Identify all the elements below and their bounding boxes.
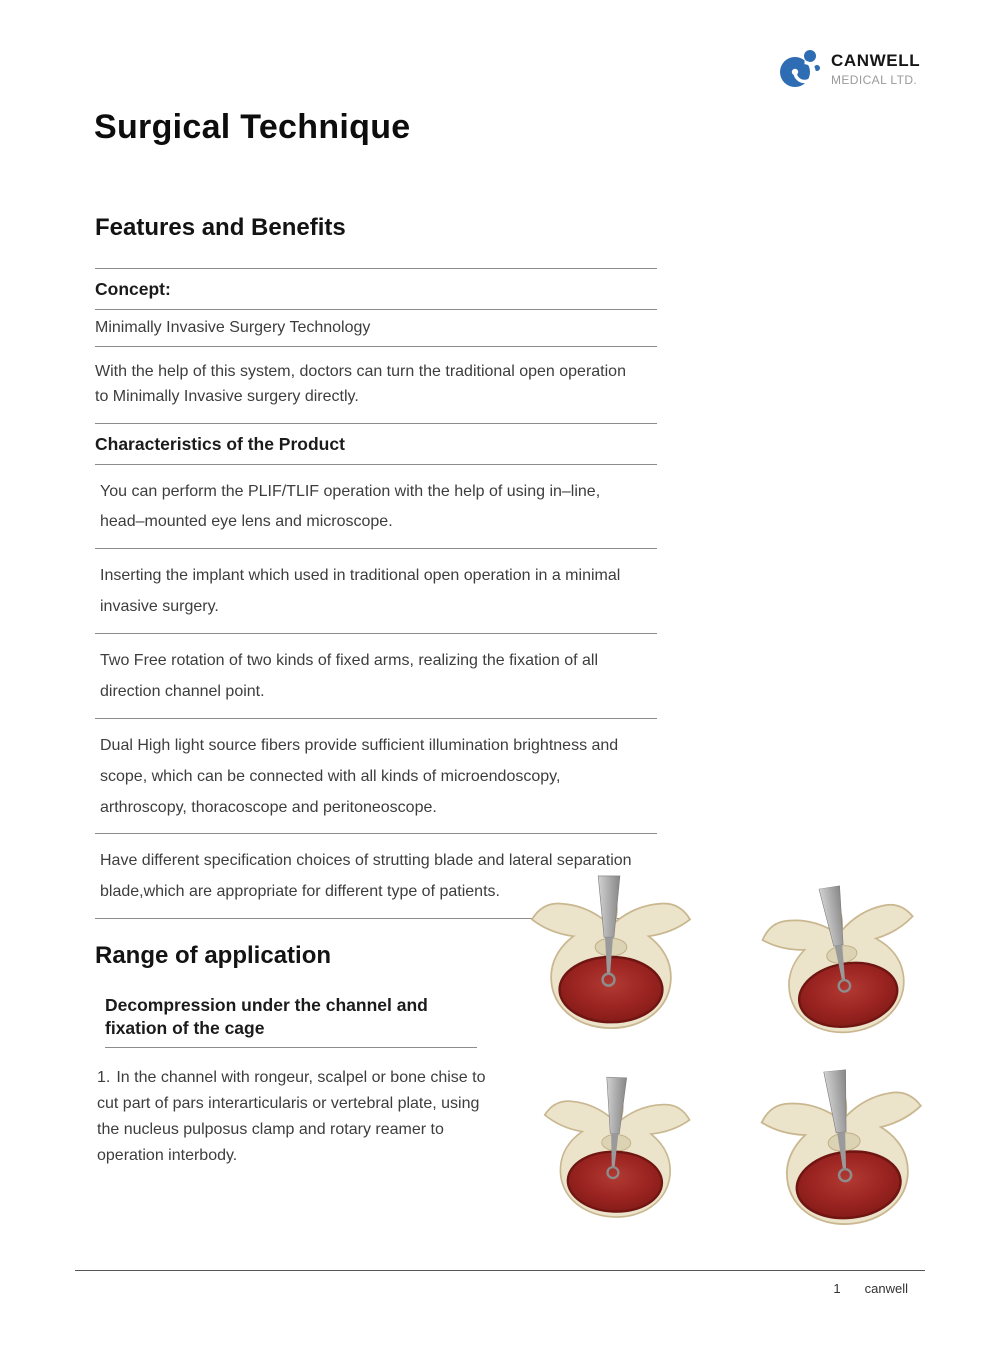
concept-label: Concept: (95, 279, 171, 299)
divider (105, 1047, 477, 1048)
range-of-application-section (95, 942, 525, 1169)
concept-paragraph: With the help of this system, doctors can turn the traditional open operation to Minimally Invasive surgery directly. (95, 363, 626, 405)
features-section (95, 214, 657, 919)
vertebra-instrument-figure-1 (527, 874, 695, 1036)
feature-item (95, 561, 657, 634)
vertebra-instrument-figure-4 (750, 1061, 940, 1238)
page-title: Surgical Technique (94, 108, 411, 146)
page-number: 1 (833, 1281, 841, 1296)
characteristics-label: Characteristics of the Product (95, 433, 345, 454)
divider (95, 268, 657, 269)
vertebra-instrument-figure-2 (751, 874, 935, 1049)
footer-divider (75, 1270, 925, 1271)
divider (95, 423, 657, 424)
company-logo (776, 46, 920, 92)
logo-sub-text: MEDICAL LTD. (831, 73, 918, 87)
divider (95, 548, 657, 549)
concept-value: Minimally Invasive Surgery Technology (95, 319, 371, 336)
feature-item-text: Two Free rotation of two kinds of fixed arms, realizing the fixation of all direction channel point. (100, 652, 599, 700)
divider (95, 718, 657, 719)
feature-item (95, 646, 657, 719)
divider (95, 309, 657, 310)
feature-item-text: Inserting the implant which used in traditional open operation in a minimal invasive surgery. (100, 567, 621, 616)
range-heading: Range of application (95, 942, 332, 969)
feature-item-text: Dual High light source fibers provide sufficient illumination brightness and scope, which can be connected with all kinds of microendoscopy, arthroscopy, thoracoscope and peritoneoscope. (100, 736, 619, 816)
feature-item-text: You can perform the PLIF/TLIF operation with the help of using in–line, head–mounted eye lens and microscope. (100, 482, 601, 531)
feature-item-text: Have different specification choices of strutting blade and lateral separation blade,which are appropriate for different type of patients. (100, 852, 632, 901)
divider (95, 833, 657, 834)
canwell-logo-icon (776, 46, 822, 92)
range-subtitle: Decompression under the channel and fixation of the cage (105, 995, 428, 1039)
feature-item (95, 477, 657, 550)
divider (95, 346, 657, 347)
footer-brand: canwell (864, 1281, 908, 1296)
page-footer (833, 1281, 908, 1296)
divider (95, 633, 657, 634)
logo-brand-text: CANWELL (831, 51, 921, 70)
step-text: In the channel with rongeur, scalpel or bone chise to cut part of pars interarticularis or vertebral plate, using the nucleus pulposus clamp and rotary reamer to operation interbody. (97, 1069, 486, 1164)
divider (95, 464, 657, 465)
procedure-step (97, 1065, 499, 1169)
vertebra-instrument-figure-3 (536, 1071, 695, 1228)
feature-item (95, 731, 657, 835)
step-number: 1. (97, 1069, 111, 1087)
features-heading: Features and Benefits (95, 214, 346, 241)
